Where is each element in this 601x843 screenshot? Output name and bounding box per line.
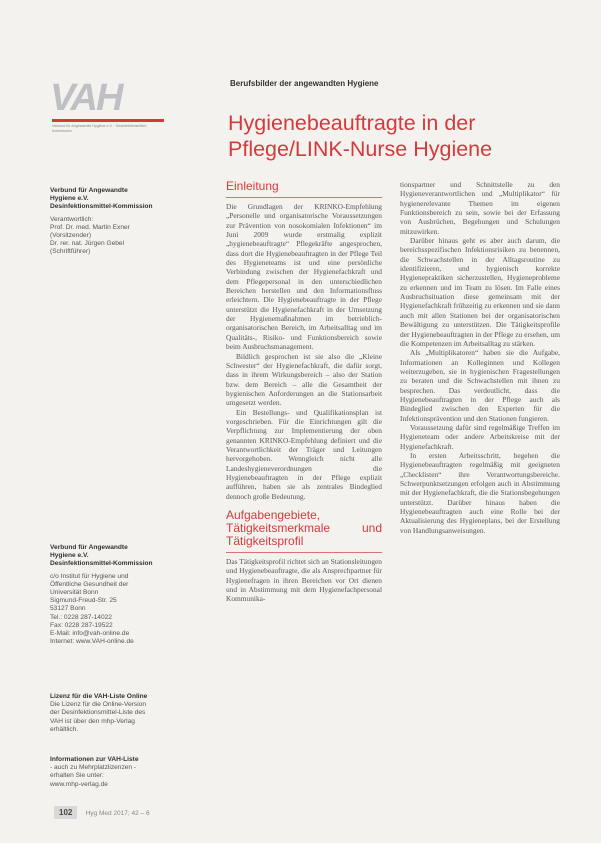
article-column-2: [400, 180, 560, 535]
heading-rule: [226, 197, 382, 198]
paragraph: Als „Multiplikatoren“ haben sie die Aufgabe, Informationen an Kolleginnen und Kollegen weiterzugeben, sie in hygienischen Fragestellungen zu beraten und die Schwachstellen mit ihnen zu besprechen. Das verdeutlicht, dass die Hygienebeauftragten in der Pflege auch als Bindeglied zwischen den Experten für die Infektionsprävention und den Stationen fungieren.: [400, 348, 560, 423]
heading-introduction: Einleitung: [226, 179, 279, 193]
paragraph: Darüber hinaus geht es aber auch darum, die bereichsspezifischen Infektionsrisiken zu benennen, die Schwachstellen in der Alltagsroutine zu identifizieren, und hygienisch korrekte Hygienepraktiken sicherzustellen, Hygieneprobleme zu erkennen und im Team zu lösen. Im Falle eines Ausbruchsituation diese gemeinsam mit der Hygienefachkraft frühzeitig zu erkennen und sie dann auch mit allen Stationen bei der organisatorischen Bewältigung zu unterstützen. Die Tätigkeitsprofile der Hygienebeauftragten in der Pflege zu ersehen, um die Kompetenzen im Arbeitsalltag zu stärken.: [400, 236, 560, 348]
paragraph: Bildlich gesprochen ist sie also die „Kleine Schwester“ der Hygienefachkraft, die dafür sorgt, dass in ihrem Wirkungsbereich – also der Station bzw. dem Bereich – alle die Gesamtheit der hygienischen Anforderungen an die Stationsarbeit umgesetzt werden.: [226, 351, 382, 408]
left-line: - auch zu Mehrplatzlizenzen -: [50, 764, 137, 772]
left-line: erhältlich.: [50, 725, 79, 733]
left-line: Internet: www.VAH-online.de: [50, 638, 134, 646]
left-line: Fax: 0228 287-19522: [50, 621, 113, 629]
logo-subtitle: Verbund für Angewandte Hygiene e.V. · Desinfektionsmittel-Kommission: [52, 124, 148, 133]
left-line: (Vorsitzender): [50, 232, 92, 240]
paragraph: Voraussetzung dafür sind regelmäßige Treffen im Hygieneteam oder andere Arbeitskreise mit der Hygienefachkraft.: [400, 422, 560, 451]
left-block-contact-1: [50, 187, 220, 257]
left-line: Desinfektionsmittel-Kommission: [50, 560, 153, 568]
paragraph: Die Grundlagen der KRINKO-Empfehlung „Personelle und organisatorische Voraussetzungen zur Prävention von nosokomialen Infektionen“ im Juni 2009 wurde erstmalig explizit „hygienebeauftragte“ Pflegekräfte angesprochen, dass dort die Hygienebeauftragten in der Pflege Teil des Hygieneteams ist und eine persönliche Verbindung zwischen der Hygienefachkraft und dem Pflegepersonal in den unterschiedlichen Bereichen herstellen und den Informationsfluss erleichtern. Die Hygienebeauftragte in der Pflege unterstützt die Hygienefachkraft in der Umsetzung der Hygienemaßnahmen im betrieblich-organisatorischen Bereich, im Arbeitsalltag und im Qualitäts-, Risiko- und Funktionsbereich sowie beim Ausbruchsmanagement.: [226, 202, 382, 352]
article-column-1: [226, 180, 382, 604]
left-line: Öffentliche Gesundheit der: [50, 580, 129, 588]
left-line: 53127 Bonn: [50, 605, 86, 613]
left-line: erhalten Sie unter:: [50, 772, 104, 780]
article-title: Hygienebeauftragte in der Pflege/LINK-Nurse Hygiene: [228, 111, 493, 162]
left-line: Universität Bonn: [50, 589, 99, 597]
left-line: Dr. rer. nat. Jürgen Gebel: [50, 240, 125, 248]
left-line: Verantwortlich:: [50, 215, 94, 223]
left-line: Verbund für Angewandte: [50, 187, 128, 194]
left-line: VAH ist über den mhp-Verlag: [50, 717, 135, 725]
left-line: c/o Institut für Hygiene und: [50, 572, 129, 580]
paragraph: Ein Bestellungs- und Qualifikationsplan ist vorgeschrieben. Für die Einrichtungen gilt die Verpflichtung zur Implementierung der oben genannten KRINKO-Empfehlung definiert und die Verantwortlichkeit der Träger und Leitungen hervorgehoben. Wenngleich nicht alle Landeshygieneverordnungen die Hygienebeauftragten in der Pflege explizit aufführen, haben sie als zentrales Bindeglied dennoch große Bedeutung.: [226, 407, 382, 501]
left-line: (Schriftführer): [50, 248, 91, 256]
heading-tasks: Aufgabengebiete, Tätigkeitsmerkmale und Tätigkeitsprofil: [226, 508, 382, 548]
left-line[interactable]: www.mhp-verlag.de: [50, 780, 108, 788]
left-line: der Desinfektionsmittel-Liste des: [50, 709, 146, 717]
left-block-contact-2: [50, 544, 220, 646]
logo-mark: VAH: [50, 77, 122, 119]
paragraph: In ersten Arbeitsschritt, begehen die Hygienebeauftragten regelmäßig mit geeigneten „Checklisten“ ihre Verantwortungsbereiche. Schwerpunktsetzungen erfolgen auch in Abstimmung mit der Hygienefachkraft, die die Stationsbegehungen unterstützt. Darüber hinaus haben die Hygienebeauftragten auch eine Rolle bei der Aktualisierung des Hygieneplans, bei der Erstellung von Handlungsanweisungen.: [400, 450, 560, 535]
left-block-license: [50, 693, 220, 734]
paragraph: tionspartner und Schnittstelle zu den Hygieneverantwortlichen und „Multiplikator“ für hygienerelevante Themen im eigenen Funktionsbereich zu sein, sowie bei der Erfassung von Ausbrüchen, Begehungen und Schulungen mitzuwirken.: [400, 180, 560, 236]
left-block-info: [50, 756, 220, 789]
page-footer: [54, 806, 150, 819]
page-number: 102: [54, 806, 77, 819]
left-line: Prof. Dr. med. Martin Exner: [50, 223, 130, 231]
section-kicker: Berufsbilder der angewandten Hygiene: [230, 79, 379, 88]
left-line: Sigmund-Freud-Str. 25: [50, 597, 117, 605]
left-line: Informationen zur VAH-Liste: [50, 756, 139, 763]
left-line: Lizenz für die VAH-Liste Online: [50, 693, 148, 700]
left-line: Die Lizenz für die Online-Version: [50, 701, 147, 709]
vah-logo: [50, 78, 165, 136]
left-line: Hygiene e.V.: [50, 195, 89, 203]
left-line: Tel.: 0228 287-14022: [50, 613, 112, 621]
heading-rule: [226, 552, 382, 553]
left-line: Verbund für Angewandte: [50, 544, 128, 551]
journal-reference: Hyg Med 2017; 42 – 6: [85, 810, 150, 817]
paragraph: Das Tätigkeitsprofil richtet sich an Stationsleitungen und Hygienebeauftragte, die als Ansprechpartner für Hygienefragen in ihren Bereichen vor Ort dienen und in Abstimmung mit dem Hygienefachpersonal Kommunika-: [226, 557, 382, 604]
logo-bar: [52, 119, 164, 122]
left-line: Hygiene e.V.: [50, 552, 89, 560]
left-line: Desinfektionsmittel-Kommission: [50, 203, 153, 211]
left-line: E-Mail: info@vah-online.de: [50, 630, 130, 638]
